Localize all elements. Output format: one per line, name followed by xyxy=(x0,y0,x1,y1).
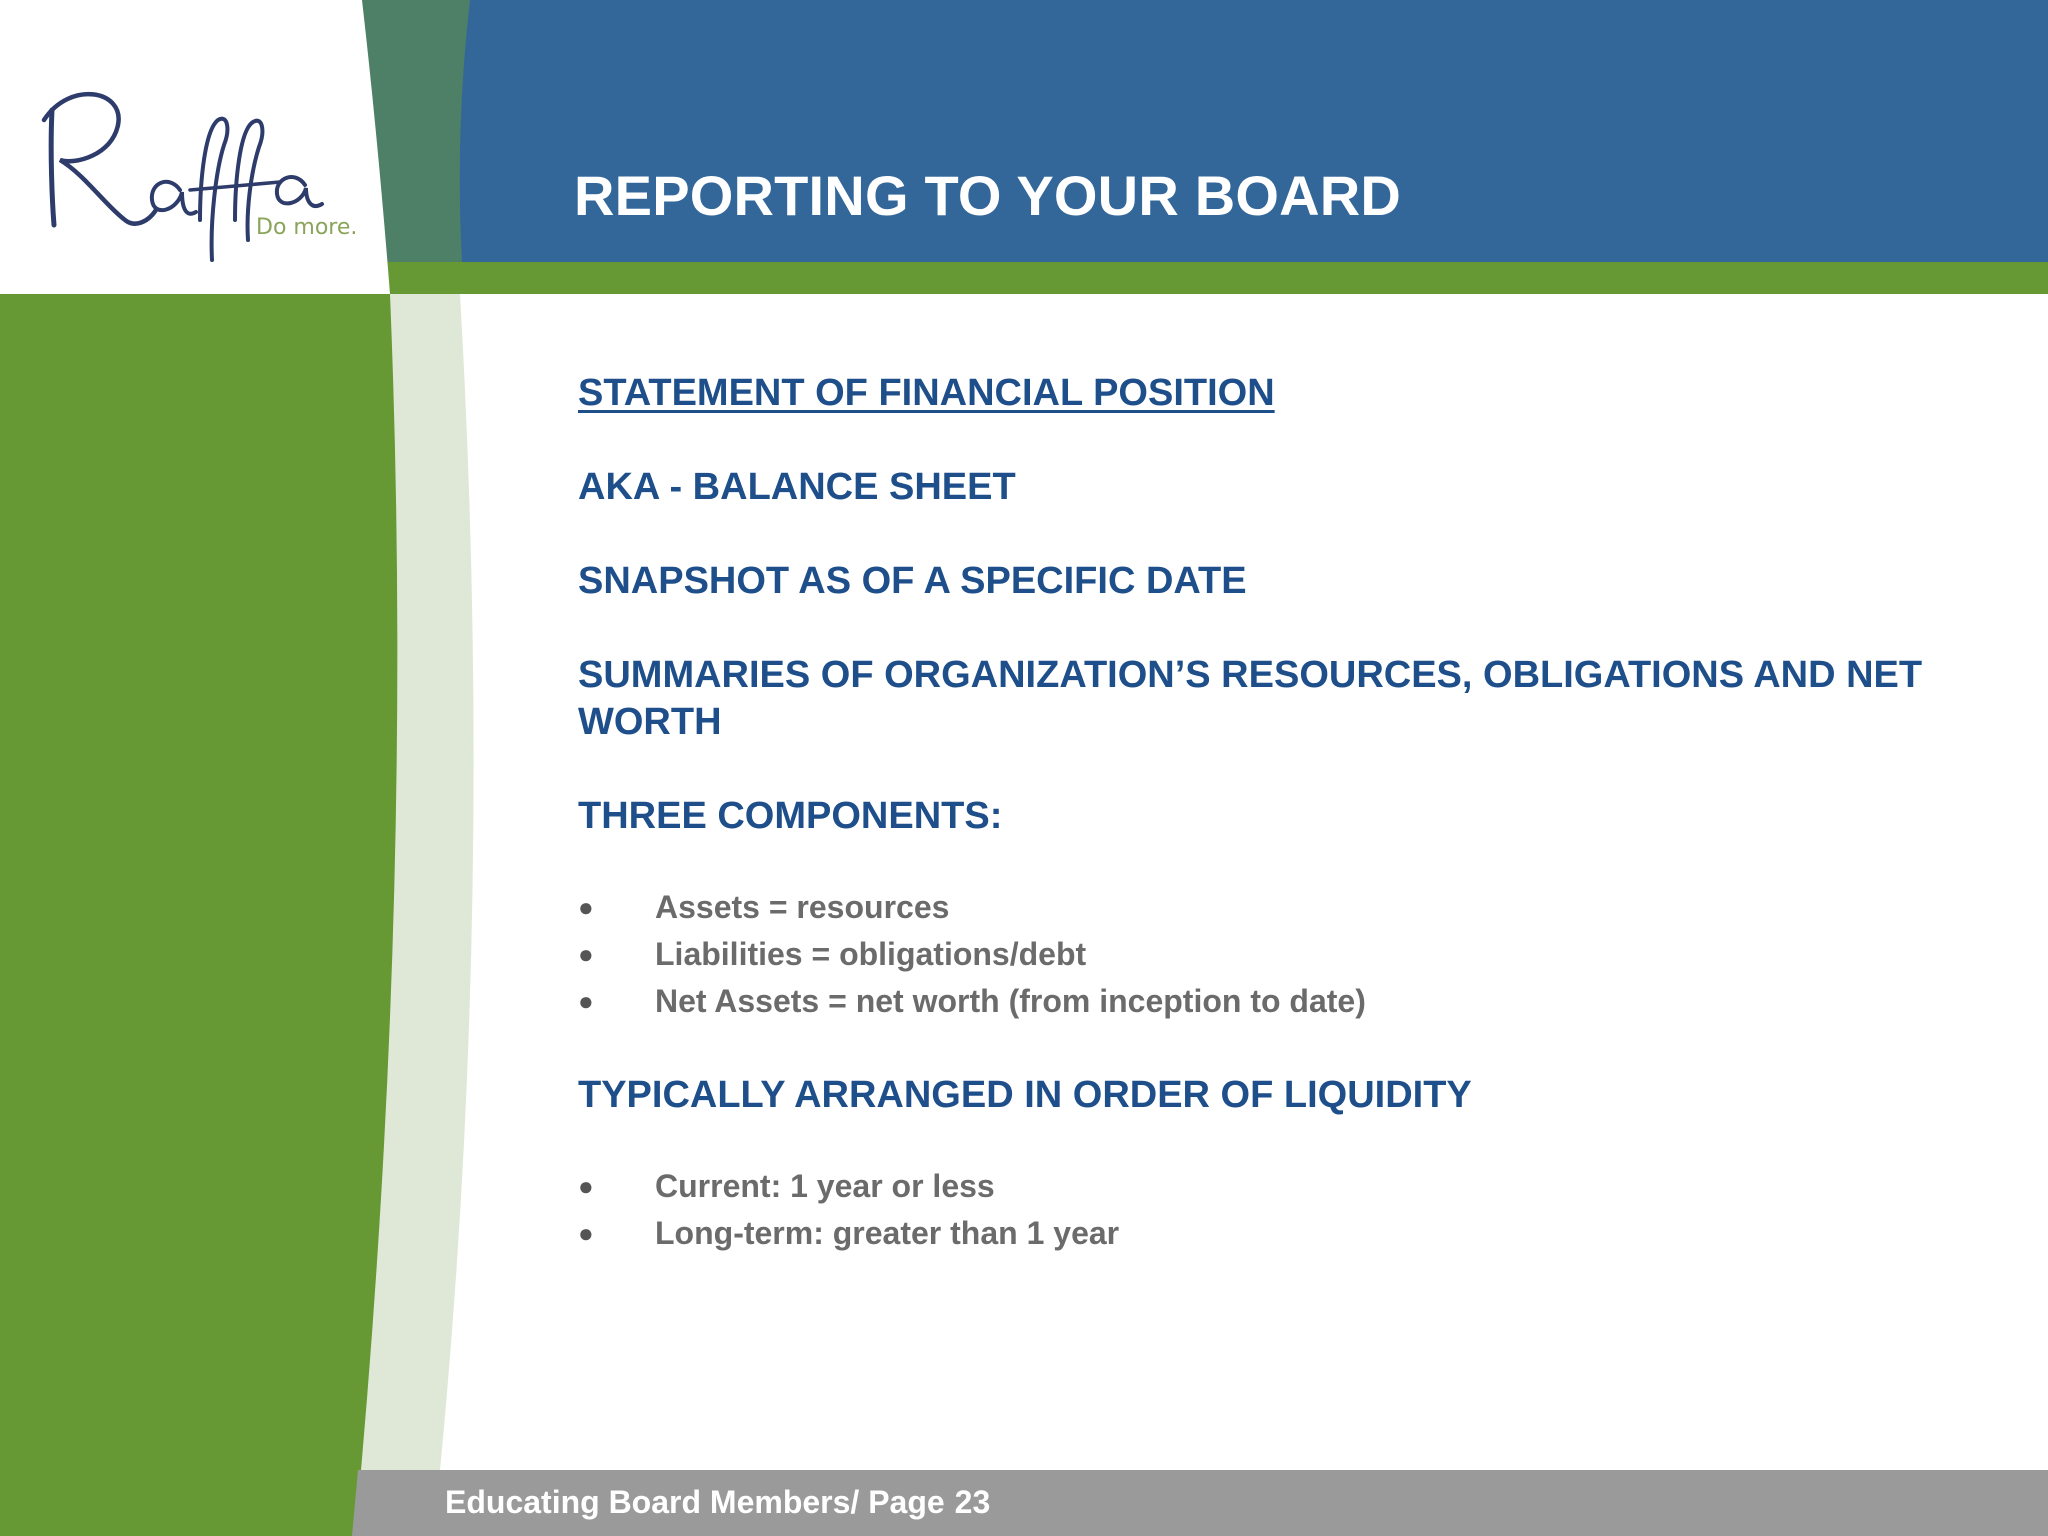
list-item xyxy=(578,1163,1978,1210)
list-item-text: Liabilities = obligations/debt xyxy=(655,936,1087,972)
heading-liquidity: TYPICALLY ARRANGED IN ORDER OF LIQUIDITY xyxy=(578,1074,1472,1116)
left-green-panel xyxy=(0,294,397,1536)
components-list xyxy=(578,884,1978,1025)
slide-title: REPORTING TO YOUR BOARD xyxy=(574,164,1402,227)
raffa-logo xyxy=(30,70,370,280)
list-item xyxy=(578,884,1978,931)
list-item-text: Net Assets = net worth (from inception to date) xyxy=(655,983,1366,1019)
footer-label: Educating Board Members/ Page xyxy=(445,1484,945,1520)
bullet-icon: ● xyxy=(578,939,594,969)
slide-content xyxy=(578,370,1978,1257)
list-item xyxy=(578,1210,1978,1257)
heading-aka-balance-sheet: AKA - BALANCE SHEET xyxy=(578,466,1016,508)
list-item xyxy=(578,978,1978,1025)
bullet-icon: ● xyxy=(578,1171,594,1201)
page-number: 23 xyxy=(954,1484,991,1520)
list-item-text: Assets = resources xyxy=(655,889,950,925)
heading-three-components: THREE COMPONENTS: xyxy=(578,795,1003,837)
logo-tagline: Do more. xyxy=(256,215,358,240)
list-item xyxy=(578,931,1978,978)
heading-statement-of-financial-position: STATEMENT OF FINANCIAL POSITION xyxy=(578,372,1275,414)
bullet-icon: ● xyxy=(578,892,594,922)
heading-snapshot: SNAPSHOT AS OF A SPECIFIC DATE xyxy=(578,560,1247,602)
slide-footer xyxy=(445,1482,990,1522)
bullet-icon: ● xyxy=(578,986,594,1016)
heading-summaries: SUMMARIES OF ORGANIZATION’S RESOURCES, OBLIGATIONS AND NET WORTH xyxy=(578,654,1923,743)
liquidity-list xyxy=(578,1163,1978,1257)
bullet-icon: ● xyxy=(578,1218,594,1248)
list-item-text: Current: 1 year or less xyxy=(655,1168,995,1204)
list-item-text: Long-term: greater than 1 year xyxy=(655,1215,1120,1251)
